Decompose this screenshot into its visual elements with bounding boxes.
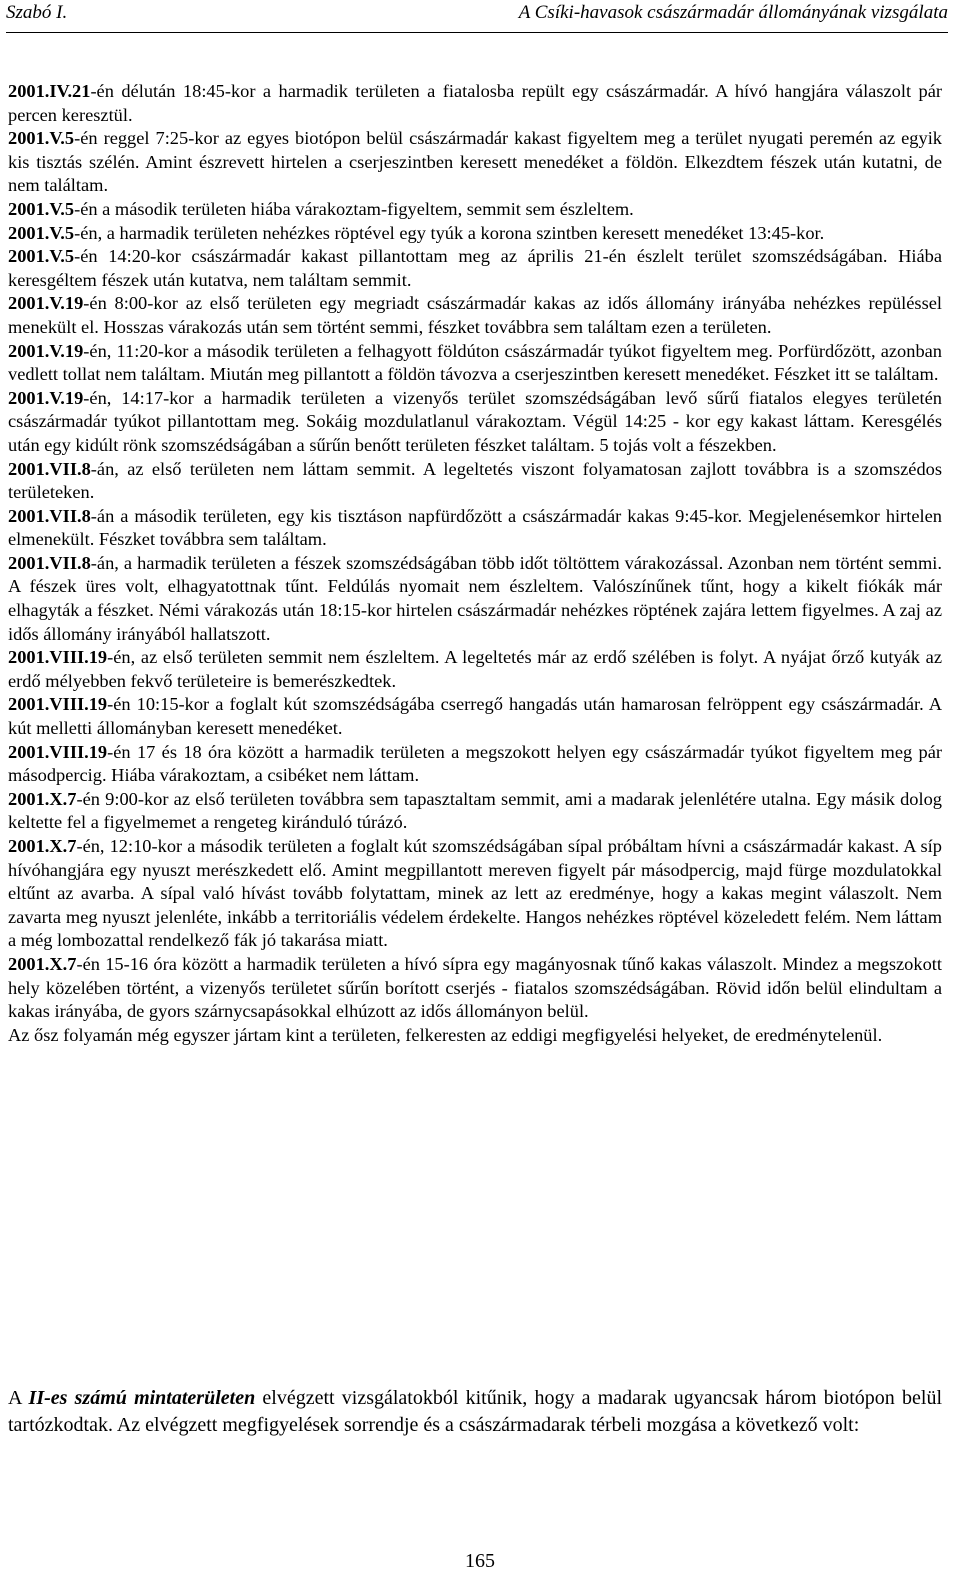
- entry-date: 2001.VII.8: [8, 552, 91, 573]
- entry-text: -én 14:20-kor császármadár kakast pillantottam meg az április 21-én észlelt terület szomszédságában. Hiába keresgéltem fészek után kutatva, nem találtam semmit.: [8, 246, 942, 290]
- log-entry: [8, 788, 942, 835]
- entry-date: 2001.X.7: [8, 836, 77, 856]
- log-entry: [8, 505, 942, 552]
- entry-text: -én, 11:20-kor a második területen a felhagyott földúton császármadár tyúkot figyeltem meg. Porfürdőzött, azonban vedlett tollat nem találtam. Miután meg pillantott a földön távozva a cserjeszintben keresett menedéket. Fészket itt se találtam.: [8, 340, 942, 385]
- summary-emphasis: II-es számú mintaterületen: [28, 1387, 256, 1409]
- page-number: 165: [465, 1550, 495, 1572]
- log-entry: [8, 953, 942, 1024]
- entry-date: 2001.VIII.19: [8, 647, 108, 668]
- entry-text: -én 15-16 óra között a harmadik területen a hívó sípra egy magányosnak tűnő kakas válaszolt. Mindez a megszokott hely közelében történt, a vizenyős területet sűrűn borított cserjés - fiatalos szomszédságában. Rövid időn belül elindultam a kakas irányába, de gyors szárnycsapásokkal elhúzott az idős állományon belül.: [8, 953, 942, 1022]
- entry-date: 2001.VII.8: [8, 458, 91, 479]
- log-entry: [8, 552, 942, 646]
- entry-date: 2001.V.5: [8, 128, 75, 149]
- entry-text: -én, a harmadik területen nehézkes röptével egy tyúk a korona szintben keresett menedéket 13:45-kor.: [74, 222, 825, 243]
- entry-date: 2001.VIII.19: [8, 741, 108, 762]
- entry-date: 2001.V.5: [8, 198, 75, 219]
- log-entry: [8, 127, 942, 198]
- entry-date: 2001.IV.21: [8, 81, 91, 101]
- log-entry: [8, 387, 942, 458]
- entry-text: -án a második területen, egy kis tisztáson napfürdőzött a császármadár kakas 9:45-kor. Megjelenésemkor hirtelen elmenekült. Fészket továbbra sem találtam.: [8, 505, 942, 550]
- log-entry: [8, 458, 942, 505]
- summary-paragraph: [8, 1385, 942, 1438]
- entry-text: -én délután 18:45-kor a harmadik területen a fiatalosba repült egy császármadár. A hívó hangjára válaszolt pár percen keresztül.: [8, 81, 942, 125]
- log-entry: [8, 245, 942, 292]
- log-entry: [8, 292, 942, 339]
- entry-date: 2001.V.5: [8, 222, 75, 243]
- log-entry: [8, 693, 942, 740]
- entry-date: 2001.VIII.19: [8, 694, 108, 715]
- running-header: [6, 0, 948, 26]
- log-entry: [8, 222, 942, 246]
- entry-text: -én 8:00-kor az első területen egy megriadt császármadár kakas az idős állomány irányába nehézkes repüléssel menekült el. Hosszas várakozás után sem történt semmi, fészket továbbra sem találtam ezen a területen.: [8, 293, 942, 337]
- entry-text: -án, a harmadik területen a fészek szomszédságában több időt töltöttem várakozással. Azonban nem történt semmi. A fészek üres volt, elhagyatottnak tűnt. Feldúlás nyomait nem észleltem. Valószínűnek tűnt, hogy a kikelt fiókák már elhagyták a fészket. Némi várakozás után 18:15-kor hirtelen császármadár nehézkes röptének zajára lettem figyelmes. A zaj az idős állomány irányából hallatszott.: [8, 552, 942, 644]
- entry-date: 2001.V.5: [8, 246, 75, 267]
- entry-text: -én a második területen hiába várakoztam-figyeltem, semmit sem észleltem.: [74, 198, 634, 219]
- entry-text: -én 9:00-kor az első területen továbbra sem tapasztaltam semmit, ami a madarak jelenlétére utalna. Egy másik dolog keltette fel a figyelmemet a rengeteg kiránduló túrázó.: [8, 788, 942, 833]
- entry-date: 2001.X.7: [8, 953, 77, 974]
- entry-text: -én, 14:17-kor a harmadik területen a vizenyős terület szomszédságában levő sűrű fiatalos elegyes területén császármadár tyúkot pillantottam meg. Sokáig mozdulatlanul várakoztam. Végül 14:25 - kor egy kakast láttam. Keresgélés után egy kidúlt rönk szomszédságában a sűrűn benőtt területen fészket találtam. 5 tojás volt a fészekben.: [8, 387, 942, 455]
- log-entry: [8, 80, 942, 127]
- entry-text: -én, 12:10-kor a második területen a foglalt kút szomszédságában sípal próbáltam hívni a császármadár kakast. A síp hívóhangjára egy nyuszt merészkedett elő. Amint megpillantott mereven figyelt pár másodpercig, majd fürge mozdulatokkal eltűnt az avarba. A sípal való hívást tovább folytattam, minek az lett az eredménye, hogy a kakas megint válaszolt. Nem zavarta meg nyuszt jelenléte, inkább a territoriális védelem érdekelte. Hangos nehézkes röptével közeledett felém. Nem láttam a még lombozattal rendelkező fák jó takarása miatt.: [8, 836, 942, 951]
- header-divider: [6, 32, 948, 33]
- observation-log: [8, 80, 942, 1047]
- entry-text: -án, az első területen nem láttam semmit. A legeltetés viszont folyamatosan zajlott továbbra is a szomszédos területeken.: [8, 458, 942, 503]
- entry-date: 2001.V.19: [8, 387, 84, 408]
- entry-text: -én reggel 7:25-kor az egyes biotópon belül császármadár kakast figyeltem meg a terület nyugati peremén az egyik kis tisztás szélén. Amint észrevett hirtelen a cserjeszintben keresett menedéket a földön. Elkezdtem fészek után kutatni, de nem találtam.: [8, 128, 942, 196]
- summary-text: elvégzett vizsgálatokból kitűnik, hogy a madarak ugyancsak három biotópon belül tartózkodtak. Az elvégzett megfigyelések sorrendje és a császármadarak térbeli mozgása a következő volt:: [8, 1387, 942, 1436]
- entry-date: 2001.V.19: [8, 293, 84, 314]
- entry-text: Az ősz folyamán még egyszer jártam kint a területen, felkeresten az eddigi megfigyelési helyeket, de eredménytelenül.: [8, 1024, 883, 1045]
- entry-text: -én, az első területen semmit nem észleltem. A legeltetés már az erdő szélében is folyt. A nyájat őrző kutyák az erdő mélyebben fekvő területeire is bemerészkedtek.: [8, 647, 942, 691]
- entry-date: 2001.X.7: [8, 788, 77, 809]
- log-entry: [8, 741, 942, 788]
- header-author: Szabó I.: [6, 2, 68, 23]
- log-entry: [8, 340, 942, 387]
- summary-prefix: A: [8, 1387, 29, 1409]
- log-entry: [8, 835, 942, 953]
- log-entry: [8, 646, 942, 693]
- log-entry: [8, 198, 942, 222]
- entry-date: 2001.V.19: [8, 340, 84, 361]
- entry-text: -én 17 és 18 óra között a harmadik területen a megszokott helyen egy császármadár tyúkot figyeltem meg pár másodpercig. Hiába várakoztam, a csibéket nem láttam.: [8, 741, 942, 786]
- header-title: A Csíki-havasok császármadár állományának vizsgálata: [518, 2, 948, 23]
- entry-date: 2001.VII.8: [8, 505, 91, 526]
- log-entry: [8, 1024, 942, 1048]
- entry-text: -én 10:15-kor a foglalt kút szomszédságába cserregő hangadás után hamarosan felröppent egy császármadár. A kút melletti állományban keresett menedéket.: [8, 694, 942, 739]
